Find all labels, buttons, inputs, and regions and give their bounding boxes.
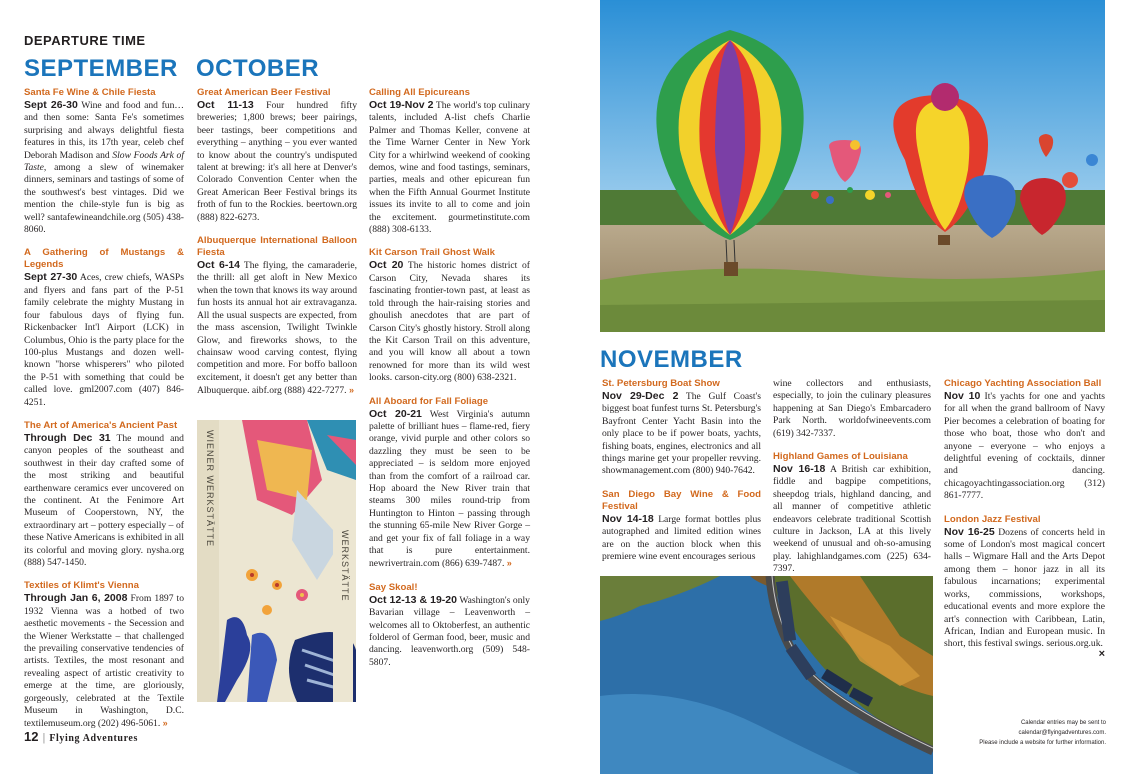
events-column-3 [369,87,530,680]
event-title: St. Petersburg Boat Show [602,378,720,389]
event-title: San Diego Bay Wine & Food Festival [602,488,761,512]
textile-word: WIENER WERKSTÄTTE [205,430,215,548]
event-title: Great American Beer Festival [197,87,331,98]
event-title: Albuquerque International Balloon Fiesta [197,235,357,259]
page-footer [24,728,138,746]
events-column-2 [197,87,357,409]
textile-illustration [197,420,356,702]
event-entry [369,594,530,669]
event-body: The mound and canyon peoples of the southeast and southwest in their day crafted some of the most striking and beautiful earthenware ceramics ever uncovered on the continent. At the Fenimore Art Museum of Cooperstown, NY, the extraordinary art – pottery especially – of these Native Americans is exhibited in all its colorful and moving glory. nysha.org (888) 547-1450. [24,432,184,568]
month-heading-october: OCTOBER [196,55,320,82]
event-date: Oct 19-Nov 2 [369,99,434,111]
event-title: Calling All Epicureans [369,87,470,98]
train-illustration [600,576,933,774]
event-body: The flying, the camaraderie, the thrill: all get aloft in New Mexico when the town that knows its way around fun hosts its annual hot air extravaganza. All the usual suspects are expected, from the mass ascension, Twilight Twinkle Glow, and fireworks shows, to the chainsaw wood carving contest, flying competition and more. For boffo balloon excitement, it doesn't get any better than Albuquerque. aibf.org (888) 422-7277. [197,260,358,397]
event-date: Nov 29-Dec 2 [602,390,679,402]
event-date: Through Jan 6, 2008 [24,592,128,605]
event-body: , among a slew of winemaker dinners, seminars and tastings of some of the southwest's best vintages. Did we mention the chile-style fun is big as well? santafewineandchile.org (505) 438-8060. [24,162,184,236]
textile-word: WERKSTÄTTE [340,530,350,602]
event-body: The historic homes district of Carson City, Nevada shares its fascinating frontier-town past, at least as told through the hair-raising stories and ghoulish anecdotes that are part of Carson City's ghostly history. Stroll along the Kit Carson Trail on this adventure, and you will know all about a town renowned for more than its wild west looks. carson-city.org (800) 638-2321. [369,260,530,384]
footer-divider: | [42,732,46,744]
event-date: Through Dec 31 [24,431,111,444]
event-entry [24,271,184,408]
event-entry [24,592,184,730]
event-entry [773,463,931,576]
event-body: It's yachts for one and yachts for all when the grand ballroom of Navy Pier becomes a celebration of boating for those who boat, those who don't and anyone – everyone – who enjoys a delightful evening of cocktails, dinner and dancing. chicagoyachtingassociation.org (312) 861-7777. [944,391,1105,502]
continue-arrow-icon: » [162,718,168,729]
events-column-5 [773,378,931,587]
event-entry [197,259,357,397]
end-mark: × [1098,647,1105,660]
event-body: The world's top culinary talents, included A-list chefs Charlie Palmer and Thomas Keller, convene at the Time Warner Center in New York City for a whirlwind weekend of cooking demos, wine and food tastings, seminars, parties, meals and other epicurean fun when the Fifth Annual Gourmet Institute issues its invite to all to come and join the excitement. gourmetinstitute.com (888) 308-6133. [369,100,530,236]
event-title: Santa Fe Wine & Chile Fiesta [24,87,156,98]
event-date: Oct 11-13 [197,99,254,111]
magazine-name: Flying Adventures [49,733,138,744]
event-date: Nov 16-25 [944,525,995,538]
event-date: Nov 14-18 [602,512,654,525]
events-column-1 [24,87,184,742]
event-entry [602,513,761,564]
submission-note [940,718,1106,748]
event-title: Highland Games of Louisiana [773,451,908,463]
event-date: Nov 16-18 [773,463,826,476]
balloon-photo [600,0,1105,332]
event-date: Oct 20-21 [369,407,422,420]
events-column-6 [944,378,1105,660]
event-title: Chicago Yachting Association Ball [944,378,1102,389]
month-heading-september: SEPTEMBER [24,55,178,82]
event-title: Say Skoal! [369,581,418,593]
event-body: A British car exhibition, fiddle and bagpipe competitions, sheepdog trials, highland dancing, and all manner of competitive athletic endeavors celebrate traditional Scottish culture in Jackson, LA at this lively weekend of unusual and oh-so-amusing play. lahighlandgames.com (225) 634-7397. [773,464,931,575]
event-entry [944,390,1105,503]
event-entry [197,99,357,224]
event-body: Four hundred fifty breweries; 1,800 brews; beer pairings, beer tastings, beer competitions and everything – anything – you ever wanted to know about the country's undisputed talent at brewing: it's all here at Denver's Colorado Convention Center when the Great American Beer Festival brings its froth of fun to the Rockies. beertown.org (888) 822-6273. [197,100,357,223]
month-heading-november: NOVEMBER [600,346,743,373]
event-date: Oct 20 [369,259,404,272]
event-date: Nov 10 [944,390,981,402]
event-date: Oct 12-13 & 19-20 [369,593,457,606]
event-body: Washington's only Bavarian village – Leavenworth – welcomes all to Oktoberfest, an authentic folderol of German food, beer, music and dancing. leavenworth.org (509) 548-5807. [369,594,530,668]
event-body: Dozens of concerts held in some of London's most magical concert halls – Wigmare Hall and the Arts Depot among them – honor jazz in all its fabulous incarnations; experimental works, commissions, workshops, educational events and more explore the art's connection with Caribbean, Latin, African, Indian and European music. In short, this festival swings. serious.org.uk. [944,526,1106,650]
event-body: Large format bottles plus autographed and limited edition wines are on the auction block when this premiere wine event encourages serious [602,513,762,563]
submission-note-line: Please include a website for further information. [979,740,1106,746]
event-entry [369,259,530,384]
event-continuation: wine collectors and enthusiasts, especially, to join the culinary pleasures happening at San Diego's Embarcadero Park North. worldofwineevents.com (619) 342-7337. [773,378,931,439]
event-body-italic: Slow Foods Ark of Taste [24,149,185,174]
event-title: The Art of America's Ancient Past [24,419,178,431]
event-entry [944,526,1105,651]
page-number: 12 [24,729,39,744]
event-date: Oct 6-14 [197,259,241,272]
section-kicker: DEPARTURE TIME [24,33,146,48]
events-column-4 [602,378,761,574]
event-entry [369,408,530,571]
event-body: Aces, crew chiefs, WASPs and flyers and fans part of the P-51 family celebrate the mighty Mustang in four fabulous days of flying fun. Rickenbacker Int'l Airport (LCK) in Columbus, Ohio is the party place for the 100-plus Mustangs and dozen well-known "horse whisperers" who piloted the P-51 with something that could be called love. gml2007.com (407) 846-4251. [24,272,184,408]
continue-arrow-icon: » [348,385,354,396]
event-date: Sept 26-30 [24,99,78,111]
event-entry [24,99,184,236]
event-title: Textiles of Klimt's Vienna [24,580,139,592]
event-date: Sept 27-30 [24,271,78,284]
event-entry [369,99,530,236]
event-title: All Aboard for Fall Foliage [369,395,489,407]
event-entry [24,432,184,569]
event-entry [602,390,761,478]
event-title: A Gathering of Mustangs & Legends [24,247,184,271]
continue-arrow-icon: » [506,558,512,569]
event-title: Kit Carson Trail Ghost Walk [369,247,495,259]
event-body: Wine and food and fun…and then some: Santa Fe's sometimes surprising and always delightful fiesta features in this, its 17th year, celeb chef Deborah Madison and [24,100,184,161]
event-body: The Gulf Coast's biggest boat funfest turns St. Petersburg's Bayfront Center Yacht Basin into the only place to be if power boats, yachts, fishing boats, engines, electronics and all things marine get your propeller revving. showmanagement.com (800) 940-7642. [602,391,761,477]
event-title: London Jazz Festival [944,513,1041,525]
balloon-illustration [600,0,1105,332]
event-body: West Virginia's autumn palette of brilliant hues – flame-red, fiery orange, vivid purple and other colors so dazzling they must be seen to be appreciated – is seldom more enjoyed than from the comfort of a railroad car. Hop aboard the New River train that steams 300 miles round-trip from Huntington to Hinton – passing through the stunning 65-mile New River Gorge – and get your fix of fall foliage in a way that is pure entertainment. newrivertrain.com (866) 639-7487. [369,408,530,570]
event-body: From 1897 to 1932 Vienna was a hotbed of two aesthetic movements - the Secession and the Wiener Werkstatte – that challenged the prevailing conservative tendencies of artists. Textiles, the most resonant and revealing aspect of artistic creativity to emerge at the time, are gloriously, gorgeously, celebrated at the Textile Museum in Washington, D.C. textilemuseum.org (202) 496-5061. [24,593,185,730]
train-photo [600,576,933,774]
submission-note-line: Calendar entries may be sent to calendar@flyingadventures.com. [1018,720,1106,736]
textile-image [197,420,356,702]
